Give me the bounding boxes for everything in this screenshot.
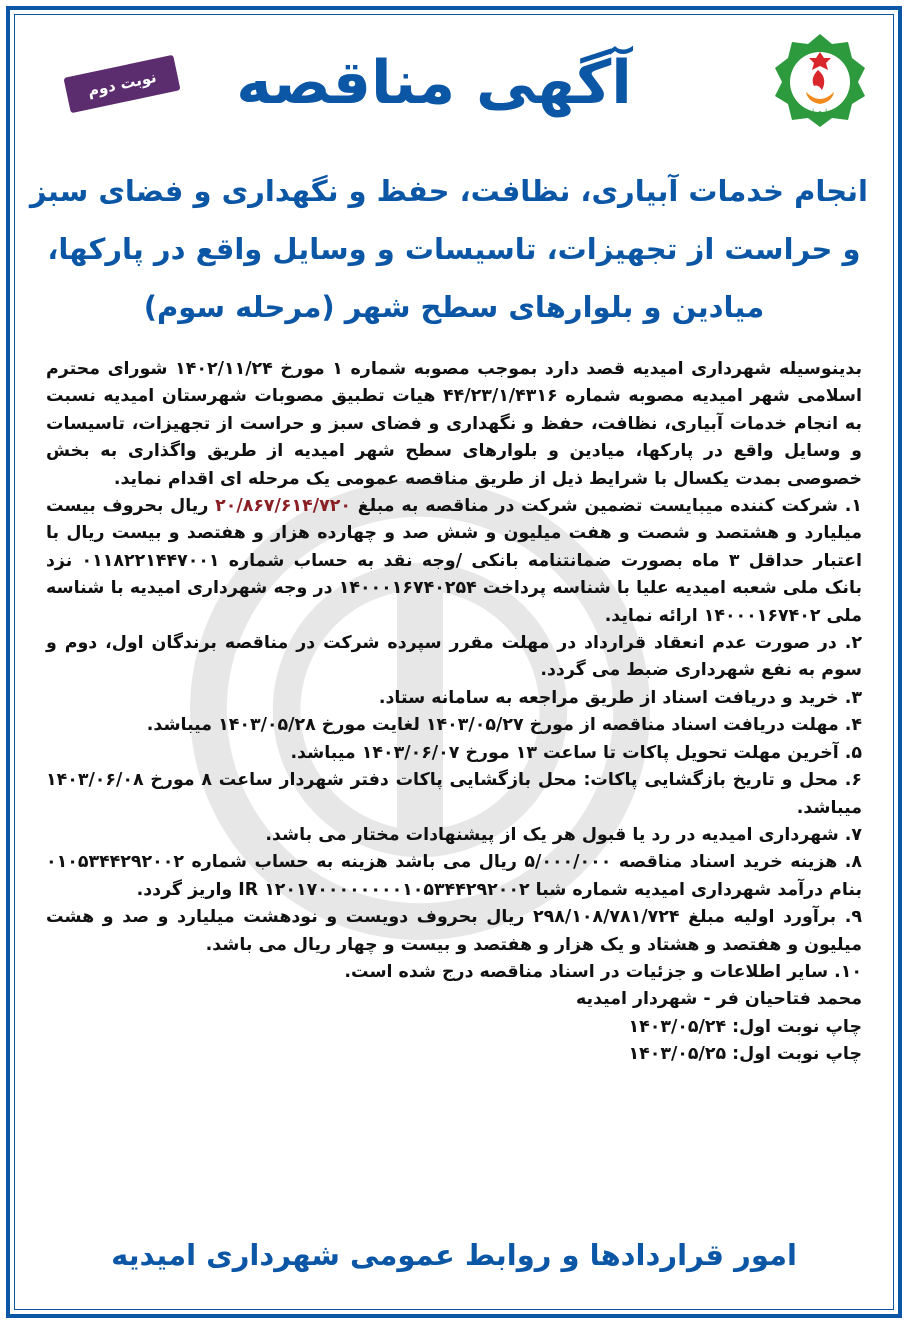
item-7: ۷. شهرداری امیدیه در رد یا قبول هر یک از پیشنهادات مختار می باشد. [265, 824, 862, 845]
subject-line-1: انجام خدمات آبیاری، نظافت، حفظ و نگهداری و فضای سبز [29, 174, 868, 208]
item-4: ۴. مهلت دریافت اسناد مناقصه از مورخ ۱۴۰۳/۰۵/۲۷ لغایت مورخ ۱۴۰۳/۰۵/۲۸ میباشد. [146, 715, 862, 736]
signer: محمد فتاحیان فر - شهردار امیدیه [576, 989, 862, 1010]
item-6: ۶. محل و تاریخ بازگشایی پاکات: محل بازگشایی پاکات دفتر شهردار ساعت ۸ مورخ ۱۴۰۳/۰۶/۰۸ میباشد. [46, 770, 863, 818]
intro-paragraph: بدینوسیله شهرداری امیدیه قصد دارد بموجب مصوبه شماره ۱ مورخ ۱۴۰۲/۱۱/۲۴ شورای محترم اسلامی شهر امیدیه مصوبه شماره ۴۴/۲۳/۱/۴۳۱۶ هیات تطبیق مصوبات شهرستان امیدیه نسبت به انجام خدمات آبیاری، نظافت، حفظ و نگهداری و فضای سبز و حراست از تجهیزات، تاسیسات و وسایل واقع در پارکها، میادین و بلوارهای سطح شهر امیدیه از طریق واگذاری به بخش خصوصی بمدت یکسال با شرایط ذیل از طریق مناقصه عمومی یک مرحله ای اقدام نماید. [46, 359, 863, 489]
print-date-1: چاپ نوبت اول: ۱۴۰۳/۰۵/۲۴ [628, 1016, 862, 1037]
print-date-2: چاپ نوبت اول: ۱۴۰۳/۰۵/۲۵ [628, 1044, 862, 1065]
item-9: ۹. برآورد اولیه مبلغ ۲۹۸/۱۰۸/۷۸۱/۷۲۴ ریال بحروف دویست و نودهشت میلیارد و صد و هشت میلیون و هفتصد و هشتاد و یک هزار و هفتصد و بیست و چهار ریال می باشد. [46, 907, 863, 955]
item-8: ۸. هزینه خرید اسناد مناقصه ۵/۰۰۰/۰۰۰ ریال می باشد هزینه به حساب شماره ۰۱۰۵۳۴۴۲۹۲۰۰۲ بنام درآمد شهرداری امیدیه شماره شبا IR ۱۲۰۱۷۰۰۰۰۰۰۰۰۱۰۵۳۴۴۲۹۲۰۰۲ واریز گردد. [46, 852, 862, 900]
item-2: ۲. در صورت عدم انعقاد قرارداد در مهلت مقرر سپرده شرکت در مناقصه برندگان اول، دوم و سوم به نفع شهرداری ضبط می گردد. [46, 633, 862, 681]
item-5: ۵. آخرین مهلت تحویل پاکات تا ساعت ۱۳ مورخ ۱۴۰۳/۰۶/۰۷ میباشد. [290, 742, 862, 763]
notice-page [6, 6, 902, 1318]
municipality-logo [770, 30, 870, 130]
subject-line-3: میادین و بلوارهای سطح شهر (مرحله سوم) [143, 290, 765, 324]
guarantee-amount: ۲۰/۸۶۷/۶۱۴/۷۲۰ [215, 496, 351, 517]
page-title: آگهی مناقصه [236, 48, 632, 118]
item-1-before: ۱. شرکت کننده میبایست تضمین شرکت در مناقصه به مبلغ [350, 496, 863, 517]
status-badge: نوبت دوم [63, 55, 180, 113]
subject-line-2: و حراست از تجهیزات، تاسیسات و وسایل واقع در پارکها، [47, 232, 861, 266]
item-10: ۱۰. سایر اطلاعات و جزئیات در اسناد مناقصه درج شده است. [344, 961, 862, 982]
item-3: ۳. خرید و دریافت اسناد از طریق مراجعه به سامانه ستاد. [378, 687, 862, 708]
notice-body [46, 356, 862, 1069]
item-1-after: ریال بحروف بیست میلیارد و هشتصد و شصت و هفت میلیون و شش صد و چهارده هزار و هفتصد و بیست ریال با اعتبار حداقل ۳ ماه بصورت ضمانتنامه بانکی /وجه نقد به حساب شماره ۰۱۱۸۲۲۱۴۴۷۰۰۱ نزد بانک ملی شعبه امیدیه علیا با شناسه پرداخت ۱۴۰۰۰۱۶۷۴۰۲۵۴ در وجه شهرداری امیدیه با شناسه ملی ۱۴۰۰۰۱۶۷۴۰۲ ارائه نماید. [46, 496, 863, 626]
tender-subject [29, 162, 868, 336]
logo-text: شهرداری امیدیه [796, 108, 844, 116]
item-1 [46, 493, 862, 630]
footer-department: امور قراردادها و روابط عمومی شهرداری امیدیه [111, 1238, 797, 1272]
